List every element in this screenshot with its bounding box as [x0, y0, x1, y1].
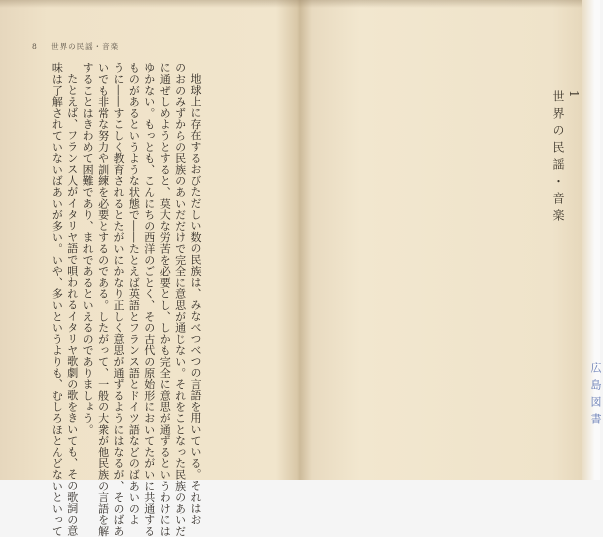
text-line: に通ぜしめようとすると、莫大な労苦を必要とし、しかも完全に意思が通ずるというわけには — [158, 62, 172, 537]
text-line: たとえば、フランス人がイタリヤ語で唄われるイタリヤ歌劇の歌をきいても、その歌詞の意 — [65, 73, 79, 537]
running-head-title: 世界の民謡・音楽 — [51, 42, 120, 51]
running-head — [32, 41, 119, 52]
text-line: のおのみずからの民族のあいだだけで完全に意思が通じない。それをことなった民族のあいだ — [173, 62, 187, 537]
left-page — [14, 0, 299, 537]
text-line: 地球上に存在するおびただしい数の民族は、みなべつべつの言語を用いている。それはお — [189, 73, 202, 525]
text-line: ものがあるというような状態で――たとえば英語とフランス語とドイツ語などのばあいのよ — [127, 62, 141, 526]
page-number: 8 — [32, 42, 38, 51]
text-line: 味は了解されていないばあいが多い。いや、多いというよりも、むしろほとんどないといって — [50, 62, 64, 537]
chapter-heading — [550, 90, 581, 226]
chapter-title: 世界の民謡・音楽 — [551, 90, 565, 226]
text-line: することはきわめて困難であり、まれであるといえるのでありましょう。 — [81, 62, 95, 435]
text-line: いでも非常な努力や訓練を必要とするのである。したがって、一般の大衆が他民族の言語を解 — [96, 62, 110, 537]
right-page — [300, 0, 582, 480]
chapter-number: 1 — [567, 90, 581, 103]
text-line: うに――すこしく教育されるとたがいにかなり正しく意思が通ずるようにはなるが、そのばあ — [111, 62, 125, 537]
body-text — [49, 62, 203, 537]
text-line: ゆかない。もっとも、こんにちの西洋のごとく、その古代の原始形においてたがいに共通する — [142, 62, 156, 537]
library-stamp: 広島図書 — [589, 362, 602, 430]
